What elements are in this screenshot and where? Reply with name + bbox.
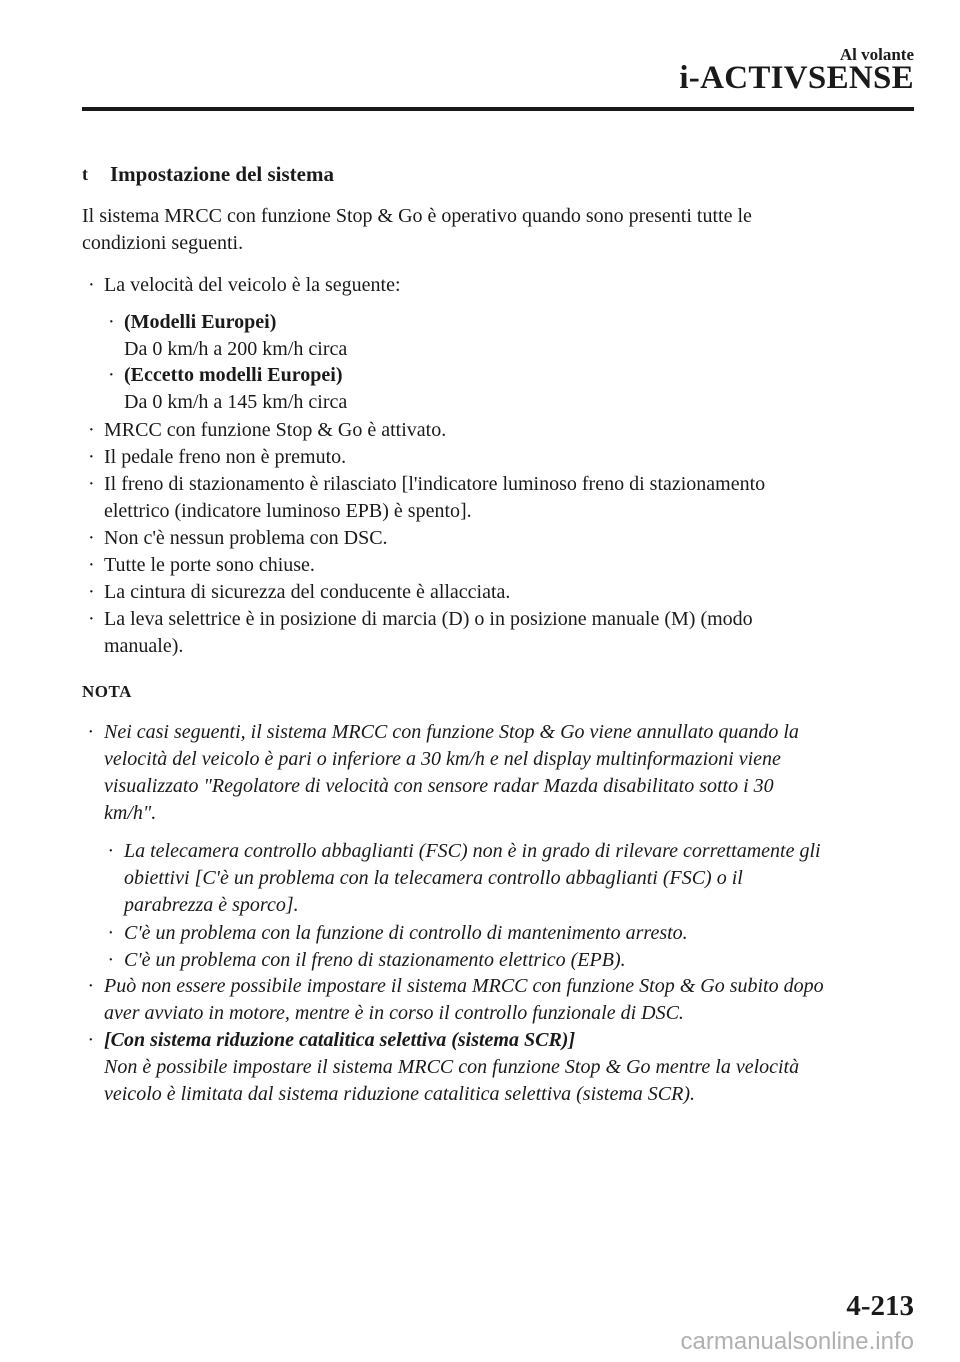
- bullet-icon: ·: [88, 581, 95, 603]
- page-number: 4-213: [846, 1290, 914, 1322]
- condition-item: · MRCC con funzione Stop & Go è attivato.: [88, 417, 914, 444]
- header-divider: [82, 107, 914, 111]
- subsection-heading: [82, 162, 334, 187]
- bullet-icon: ·: [108, 840, 113, 862]
- bullet-icon: ·: [108, 949, 113, 971]
- section-marker-icon: t: [82, 164, 88, 184]
- condition-item: · Il pedale freno non è premuto.: [88, 444, 914, 471]
- condition-item: · Il freno di stazionamento è rilasciato [l'indicatore luminoso freno di stazionamento elettrico (indicatore luminoso EPB) è spento].: [88, 473, 766, 522]
- watermark: carmanualsonline.info: [680, 1328, 914, 1355]
- note-subitem: · C'è un problema con il freno di stazionamento elettrico (EPB).: [108, 947, 914, 974]
- bullet-icon: ·: [88, 274, 95, 296]
- subsection-title: Impostazione del sistema: [110, 162, 334, 186]
- bullet-icon: ·: [88, 608, 95, 630]
- bullet-icon: ·: [108, 364, 115, 386]
- condition-subitem: · (Eccetto modelli Europei) Da 0 km/h a 145 km/h circa: [108, 364, 348, 413]
- bullet-icon: ·: [88, 1029, 93, 1051]
- note-item: · Può non essere possibile impostare il sistema MRCC con funzione Stop & Go subito dopo aver avviato in motore, mentre è in corso il controllo funzionale di DSC.: [88, 975, 824, 1024]
- condition-item: · Non c'è nessun problema con DSC.: [88, 525, 914, 552]
- bullet-icon: ·: [88, 554, 95, 576]
- note-item: · Nei casi seguenti, il sistema MRCC con funzione Stop & Go viene annullato quando la velocità del veicolo è pari o inferiore a 30 km/h e nel display multinformazioni viene visualizzato "Regolatore di velocità con sensore radar Mazda disabilitato sotto i 30 km/h".: [88, 721, 799, 824]
- intro-line: condizioni seguenti.: [82, 232, 244, 254]
- bullet-icon: ·: [88, 527, 95, 549]
- bullet-icon: ·: [88, 446, 95, 468]
- note-subitem: · C'è un problema con la funzione di controllo di mantenimento arresto.: [108, 920, 914, 947]
- condition-item: · La leva selettrice è in posizione di marcia (D) o in posizione manuale (M) (modo manuale).: [88, 608, 753, 657]
- bullet-icon: ·: [108, 922, 113, 944]
- bullet-icon: ·: [88, 975, 93, 997]
- intro-line: Il sistema MRCC con funzione Stop & Go è operativo quando sono presenti tutte le: [82, 205, 752, 227]
- bullet-icon: ·: [108, 311, 115, 333]
- chapter-label: Al volante: [839, 45, 914, 64]
- condition-item: · La velocità del veicolo è la seguente:: [88, 272, 914, 299]
- bullet-icon: ·: [88, 419, 95, 441]
- note-item: · [Con sistema riduzione catalitica selettiva (sistema SCR)] Non è possibile impostare il sistema MRCC con funzione Stop & Go mentre la velocità veicolo è limitata dal sistema riduzione catalitica selettiva (sistema SCR).: [88, 1029, 800, 1105]
- section-title: i-ACTIVSENSE: [679, 60, 914, 96]
- condition-item: · Tutte le porte sono chiuse.: [88, 552, 914, 579]
- condition-subitem: · (Modelli Europei) Da 0 km/h a 200 km/h circa: [108, 311, 348, 360]
- condition-item: · La cintura di sicurezza del conducente è allacciata.: [88, 579, 914, 606]
- note-label: NOTA: [82, 682, 132, 701]
- note-subitem: · La telecamera controllo abbaglianti (FSC) non è in grado di rilevare correttamente gli obiettivi [C'è un problema con la telecamera controllo abbaglianti (FSC) o il parabrezza è sporco].: [108, 840, 821, 916]
- bullet-icon: ·: [88, 473, 95, 495]
- bullet-icon: ·: [88, 721, 93, 743]
